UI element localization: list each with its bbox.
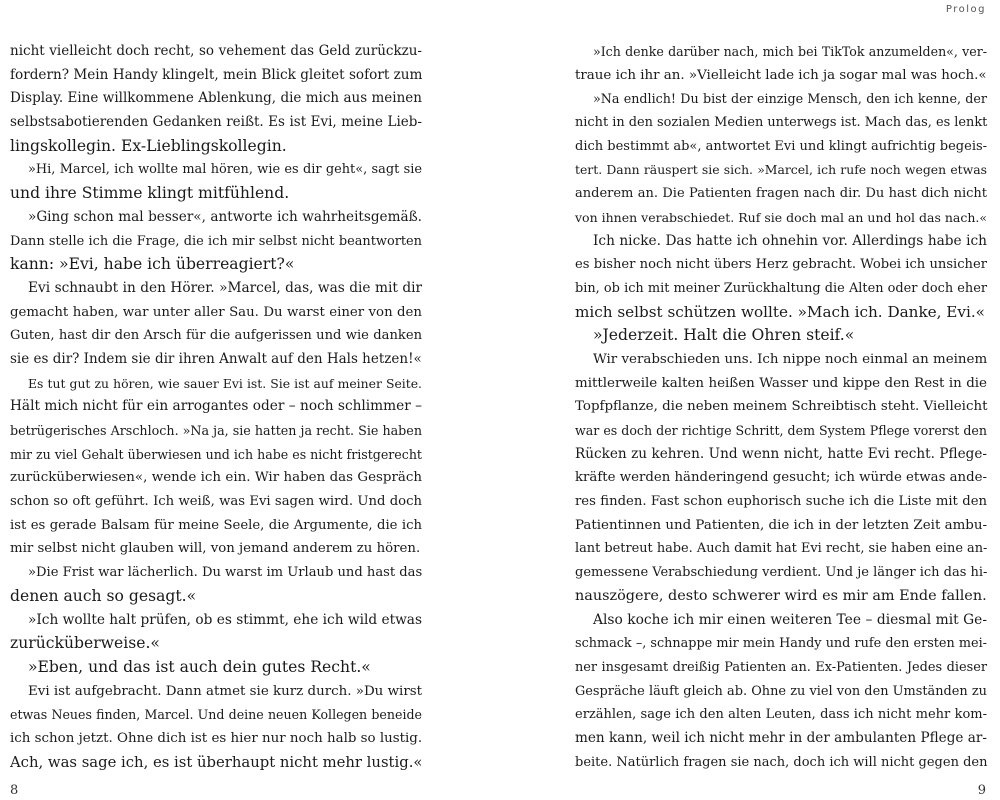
text-line: denen auch so gesagt.« [10, 586, 197, 605]
text-line: dich bestimmt ab«, antwortet Evi und klingt aufrichtig begeis- [575, 138, 988, 154]
text-line: erzählen, sage ich den alten Leuten, dass ich nicht mehr kom- [575, 707, 987, 723]
text-line: fordern? Mein Handy klingelt, mein Blick gleitet sofort zum [10, 66, 423, 83]
left-page-body [10, 40, 422, 774]
text-line: kräfte werden händeringend gesucht; ich würde etwas ande- [575, 470, 987, 486]
page-number-right: 9 [977, 783, 986, 798]
text-line: schon so oft geführt. Ich weiß, was Evi sagen wird. Und doch [10, 494, 422, 510]
text-line: Ich nicke. Das hatte ich ohnehin vor. Allerdings habe ich [593, 232, 987, 249]
text-line: mich selbst schützen wollte. »Mach ich. Danke, Evi.« [575, 302, 985, 321]
text-line: betrügerisches Arschloch. »Na ja, sie hatten ja recht. Sie haben [10, 423, 422, 438]
text-line: »Ich wollte halt prüfen, ob es stimmt, ehe ich wild etwas [28, 611, 422, 628]
text-line: Hält mich nicht für ein arrogantes oder – noch schlimmer – [10, 398, 422, 415]
text-line: »Na endlich! Du bist der einzige Mensch, den ich kenne, der [593, 91, 987, 107]
text-line: Topfpflanze, die neben meinem Schreibtisch steht. Vielleicht [575, 399, 988, 415]
text-line: schmack –, schnappe mir mein Handy und rufe den ersten mei- [575, 636, 987, 652]
text-line: »Ging schon mal besser«, antworte ich wahrheitsgemäß. [28, 208, 422, 225]
text-line: lant betreut habe. Auch damit hat Evi recht, sie haben eine an- [575, 541, 988, 557]
text-line: nicht in den sozialen Medien unterwegs ist. Mach das, es lenkt [575, 115, 988, 131]
text-line: Display. Eine willkommene Ablenkung, die mich aus meinen [10, 90, 422, 107]
text-line: Evi ist aufgebracht. Dann atmet sie kurz durch. »Du wirst [28, 683, 422, 699]
text-line: »Hi, Marcel, ich wollte mal hören, wie es dir geht«, sagt sie [28, 162, 422, 178]
text-line: bin, ob ich mit meiner Zurückhaltung die Alten oder doch eher [575, 280, 987, 296]
text-line: sie es dir? Indem sie dir ihren Anwalt auf den Hals hetzen!« [10, 350, 422, 367]
text-line: etwas Neues finden, Marcel. Und deine neuen Kollegen beneide [10, 707, 422, 723]
text-line: von ihnen verabschiedet. Ruf sie doch mal an und hol das nach.« [575, 209, 988, 225]
text-line: »Jederzeit. Halt die Ohren steif.« [593, 326, 855, 345]
text-line: tert. Dann räuspert sie sich. »Marcel, ich rufe noch wegen etwas [575, 162, 987, 178]
text-line: ich schon jetzt. Ohne dich ist es hier nur noch halb so lustig. [10, 730, 423, 746]
page-number-left: 8 [10, 783, 19, 798]
text-line: kann: »Evi, habe ich überreagiert?« [10, 255, 295, 274]
text-line: »Eben, und das ist auch dein gutes Recht.« [28, 657, 371, 676]
text-line: es bisher noch nicht übers Herz gebracht. Wobei ich unsicher [575, 257, 987, 273]
text-line: res finden. Fast schon euphorisch suche ich die Liste mit den [575, 494, 987, 510]
text-line: war es doch der richtige Schritt, dem System Pflege vorerst den [575, 423, 987, 438]
text-line: Also koche ich mir einen weiteren Tee – diesmal mit Ge- [593, 611, 987, 628]
text-line: Patientinnen und Patienten, die ich in der letzten Zeit ambu- [575, 517, 987, 533]
text-line: Wir verabschieden uns. Ich nippe noch einmal an meinem [593, 351, 988, 367]
text-line: nauszögere, desto schwerer wird es mir am Ende fallen. [575, 587, 987, 604]
text-line: mittlerweile kalten heißen Wasser und kippe den Rest in die [575, 375, 987, 391]
text-line: selbstsabotierenden Gedanken reißt. Es ist Evi, meine Lieb- [10, 114, 422, 131]
right-page-body [575, 40, 987, 774]
text-line: men kann, weil ich nicht mehr in der ambulanten Pflege ar- [575, 729, 987, 746]
text-line: Ach, was sage ich, es ist überhaupt nicht mehr lustig.« [10, 753, 423, 771]
text-line: lingskollegin. Ex-Lieblingskollegin. [10, 136, 287, 155]
text-line: Rücken zu kehren. Und wenn nicht, hatte Evi recht. Pflege- [575, 445, 987, 462]
text-line: und ihre Stimme klingt mitfühlend. [10, 184, 290, 203]
text-line: »Die Frist war lächerlich. Du warst im Urlaub und hast das [28, 565, 423, 581]
text-line: anderem an. Die Patienten fragen nach dir. Du hast dich nicht [575, 186, 987, 202]
running-head: Prolog [945, 4, 986, 15]
text-line: mir zu viel Gehalt überwiesen und ich habe es nicht fristgerecht [10, 446, 422, 462]
text-line: »Ich denke darüber nach, mich bei TikTok anzumelden«, ver- [593, 44, 987, 59]
text-line: ist es gerade Balsam für meine Seele, die Argumente, die ich [10, 517, 422, 533]
text-line: mir selbst nicht glauben will, von jemand anderem zu hören. [10, 541, 421, 557]
text-line: zurücküberwiesen«, wende ich ein. Wir haben das Gespräch [10, 470, 422, 486]
text-line: Dann stelle ich die Frage, die ich mir selbst nicht beantworten [10, 233, 422, 249]
text-line: beite. Natürlich fragen sie nach, doch ich will nicht gegen den [575, 754, 988, 770]
text-line: Guten, hast dir den Arsch für die aufgerissen und wie danken [10, 328, 422, 344]
text-line: gemacht haben, war unter aller Sau. Du warst einer von den [10, 304, 422, 320]
text-line: ner insgesamt dreißig Patienten an. Ex-Patienten. Jedes dieser [575, 659, 987, 675]
text-line: zurücküberweise.« [10, 634, 160, 653]
text-line: gemessene Verabschiedung verdient. Und je länger ich das hi- [575, 565, 988, 581]
text-line: Es tut gut zu hören, wie sauer Evi ist. Sie ist auf meiner Seite. [28, 375, 422, 391]
text-line: traue ich ihr an. »Vielleicht lade ich ja sogar mal was hoch.« [575, 67, 987, 83]
text-line: Evi schnaubt in den Hörer. »Marcel, das, was die mit dir [28, 279, 422, 296]
text-line: Gespräche läuft gleich ab. Ohne zu viel von den Umständen zu [575, 683, 987, 699]
text-line: nicht vielleicht doch recht, so vehement das Geld zurückzu- [10, 43, 422, 59]
